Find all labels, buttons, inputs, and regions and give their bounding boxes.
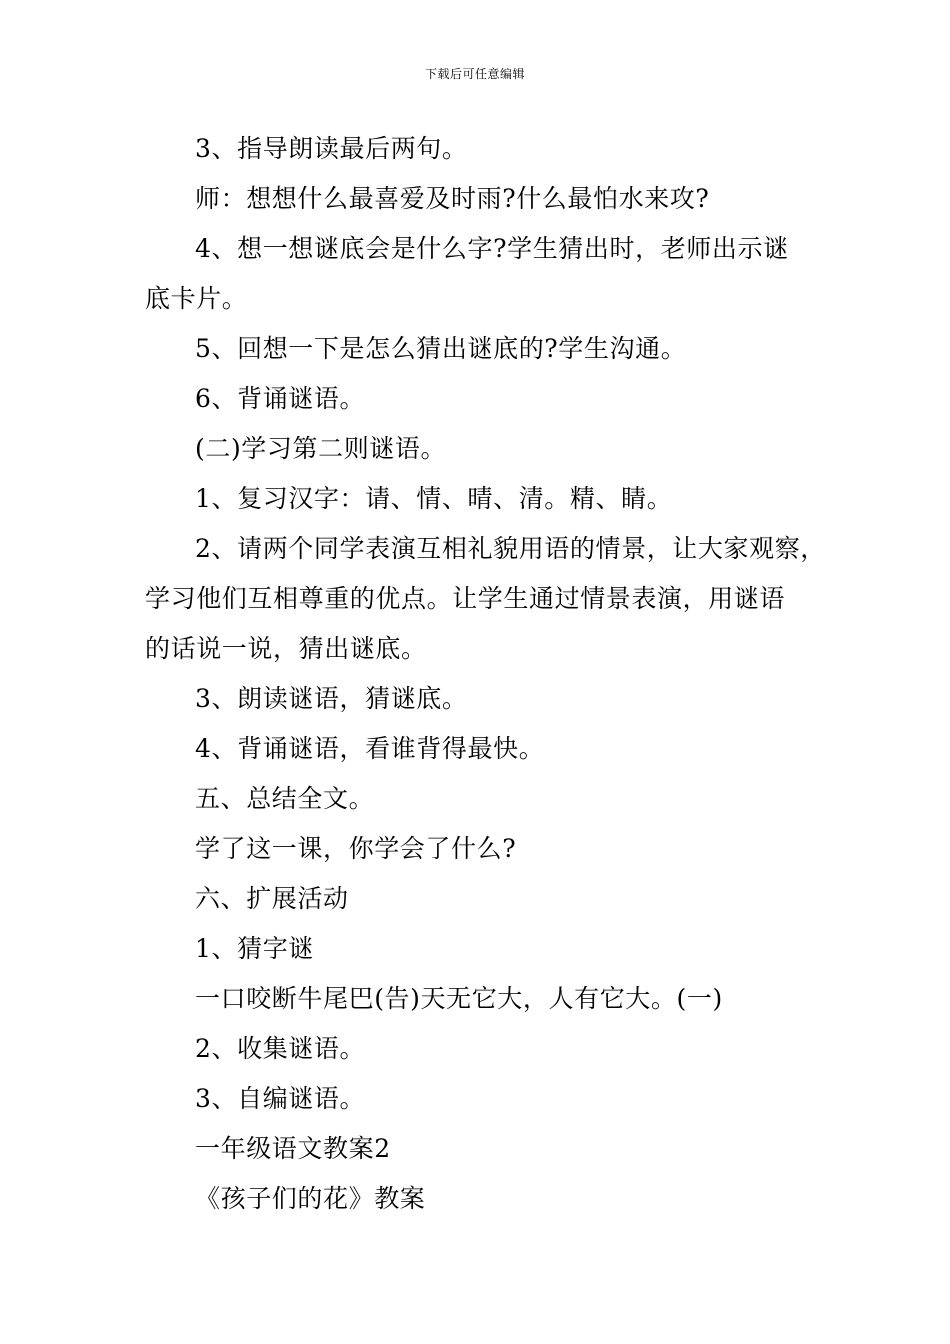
text-line: 2、收集谜语。	[195, 1034, 366, 1063]
section-heading: 五、总结全文。	[195, 784, 375, 813]
section-heading: 六、扩展活动	[195, 884, 349, 913]
text-line: 学了这一课，你学会了什么?	[195, 834, 517, 863]
text-line: (二)学习第二则谜语。	[195, 434, 447, 463]
text-line: 4、想一想谜底会是什么字?学生猜出时，老师出示谜	[195, 234, 789, 263]
text-line: 2、请两个同学表演互相礼貌用语的情景，让大家观察，	[195, 534, 826, 563]
text-line: 学习他们互相尊重的优点。让学生通过情景表演，用谜语	[145, 584, 786, 613]
document-title: 一年级语文教案2	[195, 1134, 391, 1163]
text-line: 6、背诵谜语。	[195, 384, 366, 413]
text-line: 一口咬断牛尾巴(告)天无它大，人有它大。(一)	[195, 984, 723, 1013]
document-body	[145, 124, 826, 1224]
text-line: 4、背诵谜语，看谁背得最快。	[195, 734, 545, 763]
text-line: 师：想想什么最喜爱及时雨?什么最怕水来攻?	[195, 184, 710, 213]
text-line: 的话说一说，猜出谜底。	[145, 634, 427, 663]
text-line: 1、猜字谜	[195, 934, 314, 963]
text-line: 底卡片。	[145, 284, 248, 313]
text-line: 5、回想一下是怎么猜出谜底的?学生沟通。	[195, 334, 687, 363]
text-line: 3、自编谜语。	[195, 1084, 366, 1113]
text-line: 3、指导朗读最后两句。	[195, 134, 468, 163]
lesson-title: 《孩子们的花》教案	[195, 1184, 426, 1213]
text-line: 1、复习汉字：请、情、晴、清。精、睛。	[195, 484, 673, 513]
page-header-note: 下载后可任意编辑	[424, 67, 525, 81]
text-line: 3、朗读谜语，猜谜底。	[195, 684, 468, 713]
